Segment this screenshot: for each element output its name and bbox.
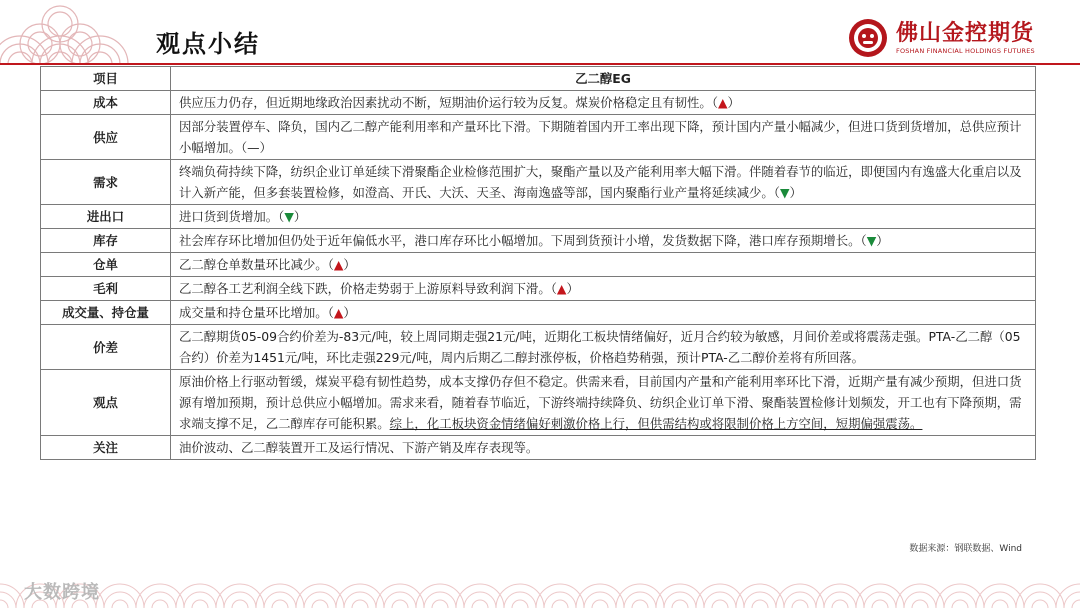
row-text: 乙二醇仓单数量环比减少。（ [179,257,334,272]
row-content [171,325,1036,370]
row-content [171,301,1036,325]
row-label: 成交量、持仓量 [41,301,171,325]
row-text: 因部分装置停车、降负，国内乙二醇产能利用率和产量环比下滑。下期随着国内开工率出现下降，预计国内产量小幅减少，但进口货到货增加，总供应预计小幅增加。（—） [179,119,1022,155]
row-label: 毛利 [41,277,171,301]
row-label: 进出口 [41,205,171,229]
row-text: 原油价格上行驱动暂缓，煤炭平稳有韧性趋势，成本支撑仍存但不稳定。供需来看，目前国内产量和产能利用率环比下滑，近期产量有减少预期，但进口货源有增加预期，预计总供应小幅增加。需求来看，随着春节临近，下游终端持续降负、纺织企业订单下滑、聚酯装置检修计划频发，开工也有下降预期，需求端支撑不足，乙二醇库存可能积累。 [179,374,1022,431]
row-label: 供应 [41,115,171,160]
row-content [171,370,1036,436]
row-label: 库存 [41,229,171,253]
logo-name: 佛山金控期货 [896,20,1035,46]
up-triangle-icon: ▲ [718,95,728,110]
row-text: 供应压力仍存，但近期地缘政治因素扰动不断，短期油价运行较为反复。煤炭价格稳定且有韧性。（ [179,95,718,110]
row-text: 油价波动、乙二醇装置开工及运行情况、下游产销及库存表现等。 [179,440,539,455]
table-row [41,205,1036,229]
row-content [171,115,1036,160]
row-text: 进口货到货增加。（ [179,209,285,224]
row-content [171,277,1036,301]
table-row [41,436,1036,460]
logo-subtitle: FOSHAN FINANCIAL HOLDINGS FUTURES [896,47,1035,55]
row-content [171,229,1036,253]
header-divider [0,63,1080,65]
row-label: 关注 [41,436,171,460]
slide-header [0,0,1080,64]
conclusion-underlined-text: 综上，化工板块资金情绪偏好刺激价格上行，但供需结构或将限制价格上方空间，短期偏强震荡。 [389,416,923,431]
watermark-text: 大数跨境 [24,582,100,603]
up-triangle-icon: ▲ [333,305,344,320]
row-label: 价差 [41,325,171,370]
table-row [41,229,1036,253]
row-content [171,253,1036,277]
row-text: 成交量和持仓量环比增加。（ [179,305,334,320]
row-text: 乙二醇各工艺利润全线下跌，价格走势弱于上游原料导致利润下滑。（ [179,281,557,296]
row-label: 仓单 [41,253,171,277]
up-triangle-icon: ▲ [333,257,344,272]
summary-table [40,66,1036,460]
row-text-tail: ） [727,95,740,110]
row-text-tail: ） [876,233,889,248]
column-header-eg: 乙二醇EG [171,67,1036,91]
bottom-wave-decoration [0,560,1080,608]
down-triangle-icon: ▼ [779,185,790,200]
row-content [171,205,1036,229]
table-row [41,115,1036,160]
table-row [41,325,1036,370]
table-row [41,301,1036,325]
table-header-row [41,67,1036,91]
row-text: 乙二醇期货05-09合约价差为-83元/吨，较上周同期走强21元/吨，近期化工板块情绪偏好，近月合约较为敏感，月间价差或将震荡走强。PTA-乙二醇（05合约）价差为1451元/吨，环比走强229元/吨，周内后期乙二醇封涨停板，价格趋势稍强，预计PTA-乙二醇价差将有所回落。 [179,329,1021,365]
down-triangle-icon: ▼ [866,233,877,248]
column-header-item: 项目 [41,67,171,91]
company-logo [848,14,1068,62]
row-text: 社会库存环比增加但仍处于近年偏低水平，港口库存环比小幅增加。下周到货预计小增，发货数据下降，港口库存预期增长。（ [179,233,867,248]
data-source-note: 数据来源：钢联数据、Wind [909,544,1022,554]
row-text-tail: ） [789,185,802,200]
row-content [171,160,1036,205]
row-content [171,436,1036,460]
up-triangle-icon: ▲ [556,281,567,296]
table-row [41,253,1036,277]
page-title: 观点小结 [156,29,260,58]
row-text-tail: ） [343,305,356,320]
summary-table-container [40,66,1036,460]
down-triangle-icon: ▼ [284,209,294,224]
row-text-tail: ） [343,257,356,272]
table-row [41,277,1036,301]
row-text: 终端负荷持续下降，纺织企业订单延续下滑聚酯企业检修范围扩大，聚酯产量以及产能利用率大幅下滑。伴随着春节的临近，即便国内有逸盛大化重启以及计入新产能，但多套装置检修，如澄高、开氏、大沃、天圣、海南逸盛等部，国内聚酯行业产量将延续减少。（ [179,164,1022,200]
row-content [171,91,1036,115]
row-label: 需求 [41,160,171,205]
row-label: 观点 [41,370,171,436]
lion-logo-icon [848,18,888,58]
row-text-tail: ） [293,209,307,224]
row-text-tail: ） [566,281,579,296]
table-row [41,160,1036,205]
table-row [41,370,1036,436]
table-row [41,91,1036,115]
row-label: 成本 [41,91,171,115]
wave-pattern-decoration [0,0,150,64]
